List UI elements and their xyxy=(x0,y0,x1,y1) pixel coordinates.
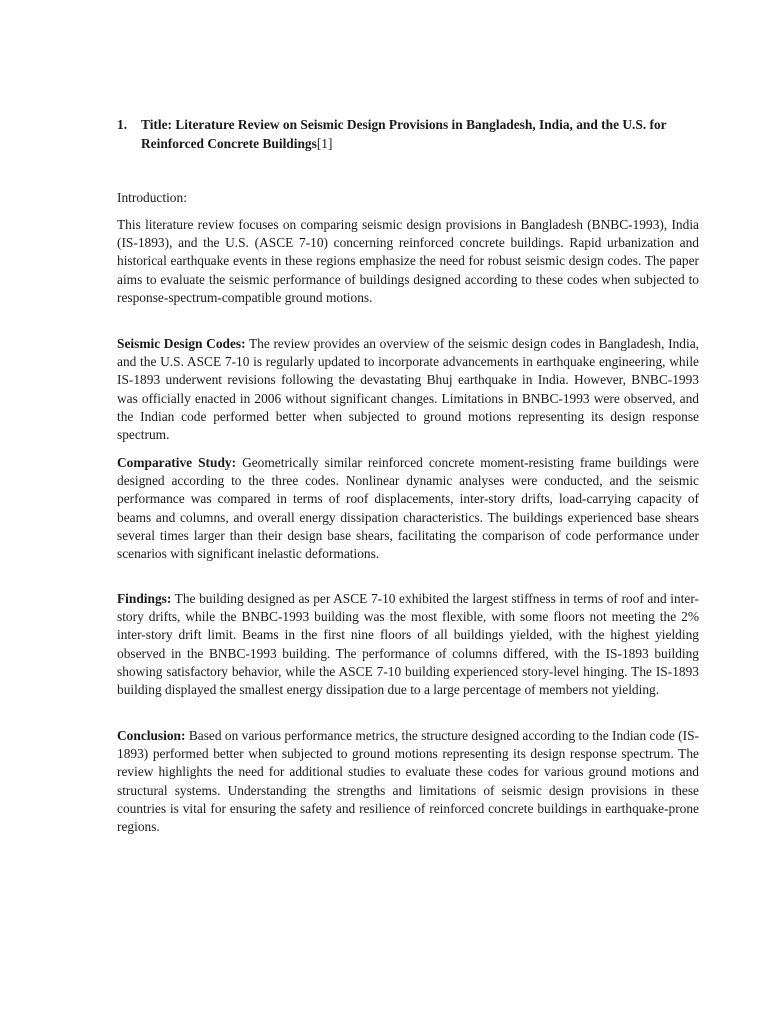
paragraph-text: Based on various performance metrics, the structure designed according to the Indian code (IS-1893) performed better when subjected to ground motions representing its design response spectrum. The review highlights the need for additional studies to evaluate these codes for various ground motions and structural systems. Understanding the strengths and limitations of seismic design provisions in these countries is vital for ensuring the safety and resilience of reinforced concrete buildings in earthquake-prone regions. xyxy=(117,728,699,835)
paragraph-text: The building designed as per ASCE 7-10 exhibited the largest stiffness in terms of roof and inter-story drifts, while the BNBC-1993 building was the most flexible, with some floors not meeting the 2% inter-story drift limit. Beams in the first nine floors of all buildings yielded, with the highest yielding observed in the BNBC-1993 building. The performance of columns differed, with the IS-1893 building showing satisfactory behavior, while the ASCE 7-10 building experienced story-level hinging. The IS-1893 building displayed the smallest energy dissipation due to a large percentage of members not yielding. xyxy=(117,591,699,698)
paragraph-lead: Seismic Design Codes: xyxy=(117,336,246,351)
paragraph-lead: Conclusion: xyxy=(117,728,186,743)
introduction-paragraph: This literature review focuses on comparing seismic design provisions in Bangladesh (BNBC-1993), India (IS-1893), and the U.S. (ASCE 7-10) concerning reinforced concrete buildings. Rapid urbanization and historical earthquake events in these regions emphasize the need for robust seismic design codes. The paper aims to evaluate the seismic performance of buildings designed according to these codes when subjected to response-spectrum-compatible ground motions. xyxy=(117,217,699,305)
paragraph-lead: Findings: xyxy=(117,591,172,606)
paragraph-text: Geometrically similar reinforced concrete moment-resisting frame buildings were designed according to the three codes. Nonlinear dynamic analyses were conducted, and the seismic performance was compared in terms of roof displacements, inter-story drifts, load-carrying capacity of beams and columns, and overall energy dissipation characteristics. The buildings experienced base shears several times larger than their design base shears, facilitating the comparison of code performance under scenarios with significant inelastic deformations. xyxy=(117,455,699,562)
paragraph-text: The review provides an overview of the seismic design codes in Bangladesh, India, and the U.S. ASCE 7-10 is regularly updated to incorporate advancements in earthquake engineering, while IS-1893 underwent revisions following the devastating Bhuj earthquake in India. However, BNBC-1993 was officially enacted in 2006 without significant changes. Limitations in BNBC-1993 were observed, and the Indian code performed better when subjected to ground motions representing its design response spectrum. xyxy=(117,336,699,443)
conclusion-paragraph xyxy=(117,727,699,836)
seismic-design-codes-paragraph xyxy=(117,335,699,444)
heading-title-text: Title: Literature Review on Seismic Design Provisions in Bangladesh, India, and the U.S. for Reinforced Concrete Buildings xyxy=(141,117,667,151)
section-heading xyxy=(117,115,699,153)
paragraph-lead: Comparative Study: xyxy=(117,455,237,470)
findings-paragraph xyxy=(117,590,699,699)
introduction-label: Introduction: xyxy=(117,190,187,205)
citation-ref: [1] xyxy=(316,136,333,151)
comparative-study-paragraph xyxy=(117,454,699,563)
heading-title xyxy=(141,115,699,153)
heading-number: 1. xyxy=(117,117,128,132)
